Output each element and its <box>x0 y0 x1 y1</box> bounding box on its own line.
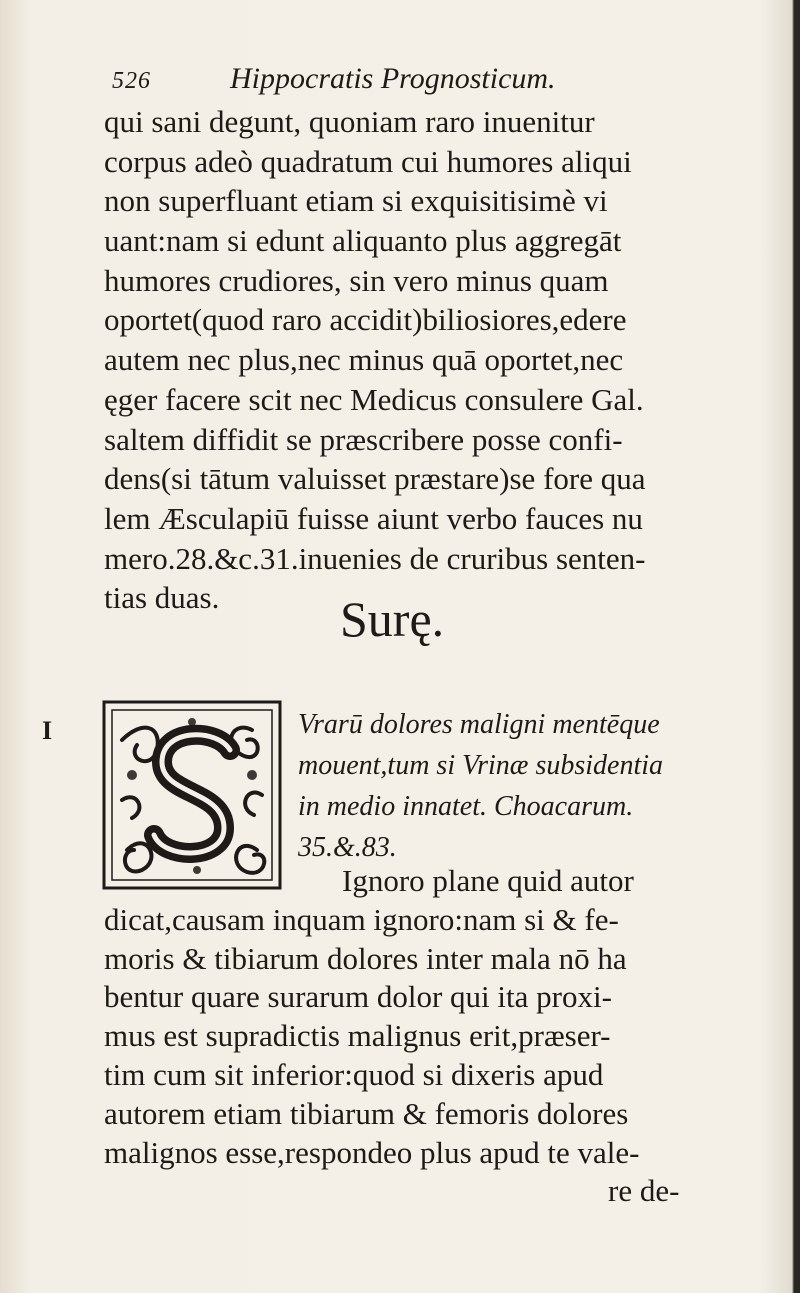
commentary-line: mus est supradictis malignus erit,præser- <box>104 1018 611 1054</box>
catchword: re de- <box>608 1173 680 1209</box>
commentary-line: moris & tibiarum dolores inter mala nō ha <box>104 940 627 976</box>
text-line: autem nec plus,nec minus quā oportet,nec <box>104 342 624 378</box>
initial-letter: S <box>102 700 103 701</box>
aphorism-text <box>298 704 718 868</box>
commentary-line: Ignoro plane quid autor <box>342 863 634 898</box>
running-title: Hippocratis Prognosticum. <box>230 62 556 95</box>
commentary-line: dicat,causam inquam ignoro:nam si & fe- <box>104 901 619 937</box>
text-line: tias duas. <box>104 580 220 616</box>
commentary-line: tim cum sit inferior:quod si dixeris apud <box>104 1056 604 1092</box>
text-line: ęger facere scit nec Medicus consulere Gal. <box>104 381 644 417</box>
text-line: mero.28.&c.31.inuenies de cruribus senten- <box>104 540 646 576</box>
aphorism-line: 35.&.83. <box>298 832 397 863</box>
margin-numeral: I <box>42 716 53 745</box>
page-number: 526 <box>112 68 151 94</box>
aphorism-line: in medio innatet. Choacarum. <box>298 791 634 822</box>
section-heading: Surę. <box>340 591 445 647</box>
page-header <box>112 62 712 102</box>
text-line: lem Æsculapiū fuisse aiunt verbo fauces nu <box>104 500 643 536</box>
text-line: corpus adeò quadratum cui humores aliqui <box>104 143 632 179</box>
aphorism-line: mouent,tum si Vrinæ subsidentia <box>298 750 664 781</box>
text-line: qui sani degunt, quoniam raro inuenitur <box>104 104 595 139</box>
text-line: saltem diffidit se præscribere posse confi- <box>104 421 623 457</box>
commentary-line: autorem etiam tibiarum & femoris dolores <box>104 1095 629 1131</box>
text-line: dens(si tātum valuisset præstare)se fore qua <box>104 461 646 497</box>
text-line: oportet(quod raro accidit)biliosiores,edere <box>104 302 627 338</box>
body-text <box>104 102 704 618</box>
aphorism-line: Vrarū dolores maligni mentēque <box>298 709 660 740</box>
text-line: non superfluant etiam si exquisitisimè vi <box>104 183 608 219</box>
commentary-text <box>104 862 704 1211</box>
commentary-line: malignos esse,respondeo plus apud te vale- <box>104 1134 640 1170</box>
text-line: uant:nam si edunt aliquanto plus aggregāt <box>104 223 622 259</box>
commentary-line: bentur quare surarum dolor qui ita proxi- <box>104 979 612 1015</box>
text-line: humores crudiores, sin vero minus quam <box>104 262 609 298</box>
